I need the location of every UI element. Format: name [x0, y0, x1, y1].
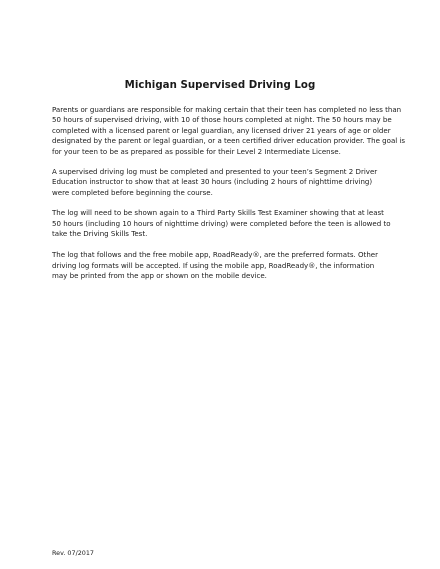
paragraph-line: take the Driving Skills Test. [52, 229, 148, 239]
document-body [52, 105, 406, 282]
paragraph-line: Parents or guardians are responsible for making certain that their teen has completed no less than [52, 105, 402, 114]
paragraph-requirements [52, 105, 406, 157]
paragraph-line: for your teen to be as prepared as possible for their Level 2 Intermediate License. [52, 146, 341, 156]
paragraph-line: were completed before beginning the course. [52, 187, 213, 197]
paragraph-line: Education instructor to show that at least 30 hours (including 2 hours of nighttime driving) [52, 177, 373, 187]
paragraph-line: completed with a licensed parent or legal guardian, any licensed driver 21 years of age or older [52, 125, 391, 135]
paragraph-line: The log will need to be shown again to a Third Party Skills Test Examiner showing that at least [52, 208, 384, 218]
revision-footer: Rev. 07/2017 [52, 549, 94, 557]
paragraph-line: may be printed from the app or shown on the mobile device. [52, 271, 267, 281]
paragraph-line: 50 hours of supervised driving, with 10 of those hours completed at night. The 50 hours may be [52, 115, 392, 125]
paragraph-line: designated by the parent or legal guardian, or a teen certified driver education provider. The goal is [52, 136, 406, 146]
paragraph-line: driving log formats will be accepted. If using the mobile app, RoadReady®, the information [52, 260, 375, 270]
paragraph-skills-test [52, 208, 398, 239]
paragraph-segment-2 [52, 167, 398, 198]
document-title: Michigan Supervised Driving Log [124, 80, 316, 91]
paragraph-line: 50 hours (including 10 hours of nighttime driving) were completed before the teen is allowed to [52, 218, 391, 228]
paragraph-line: A supervised driving log must be completed and presented to your teen’s Segment 2 Driver [52, 167, 378, 177]
paragraph-line: The log that follows and the free mobile app, RoadReady®, are the preferred formats. Other [52, 250, 379, 260]
paragraph-formats [52, 250, 398, 281]
